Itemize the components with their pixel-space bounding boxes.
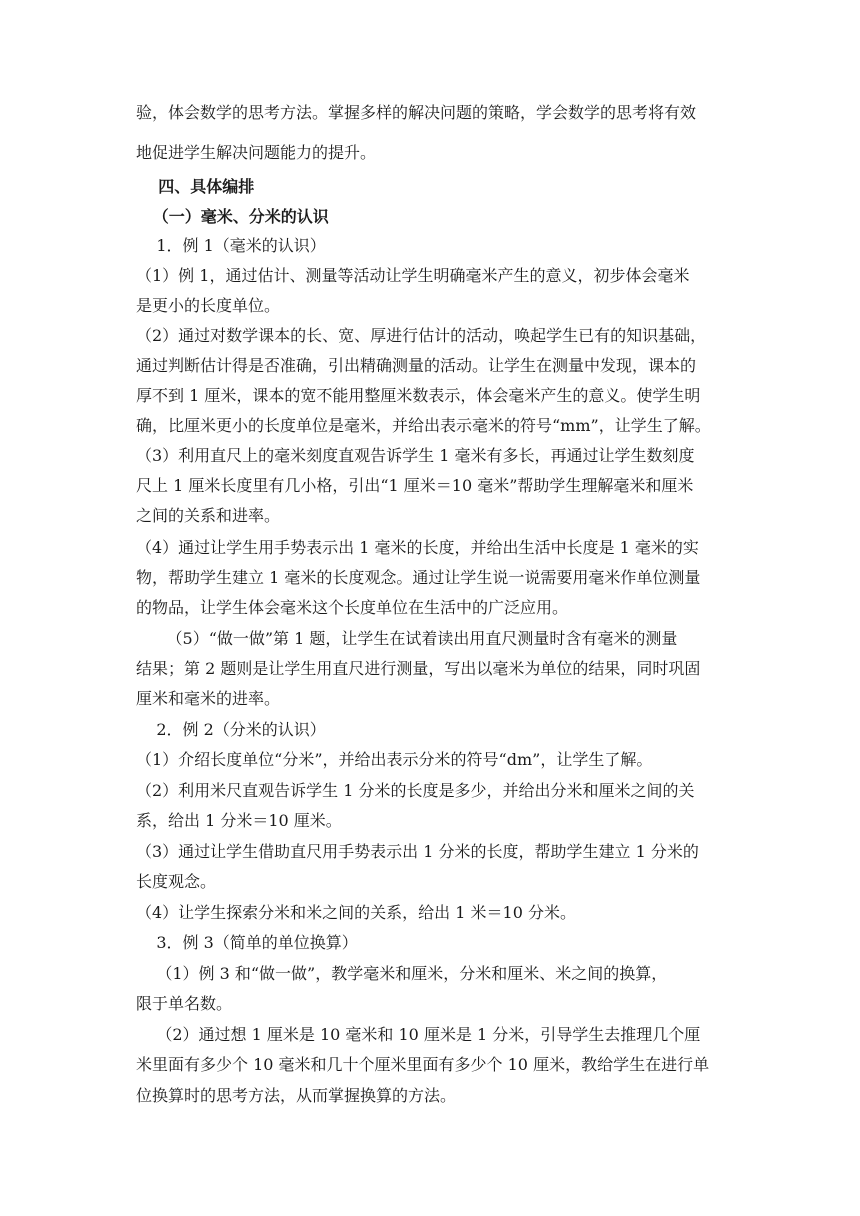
paragraph-line: 的物品，让学生体会毫米这个长度单位在生活中的广泛应用。 — [136, 598, 569, 617]
paragraph-line: 位换算时的思考方法，从而掌握换算的方法。 — [136, 1086, 457, 1105]
paragraph-line: 尺上 1 厘米长度里有几小格，引出“1 厘米＝10 毫米”帮助学生理解毫米和厘米 — [136, 476, 694, 495]
paragraph-line: 米里面有多少个 10 毫米和几十个厘米里面有多少个 10 厘米，教给学生在进行单 — [136, 1055, 710, 1074]
subsection-heading: （一）毫米、分米的认识 — [136, 207, 329, 226]
paragraph-line: 结果；第 2 题则是让学生用直尺进行测量，写出以毫米为单位的结果，同时巩固 — [136, 659, 701, 678]
item-heading: 3．例 3（简单的单位换算） — [136, 933, 358, 952]
paragraph-line: 系，给出 1 分米＝10 厘米。 — [136, 811, 342, 830]
section-heading: 四、具体编排 — [136, 177, 255, 196]
paragraph-line: 限于单名数。 — [136, 994, 233, 1013]
paragraph-line: 长度观念。 — [136, 872, 217, 891]
paragraph-line: 厚不到 1 厘米，课本的宽不能用整厘米数表示，体会毫米产生的意义。使学生明 — [136, 386, 701, 405]
paragraph-line: （2）通过对数学课本的长、宽、厚进行估计的活动，唤起学生已有的知识基础， — [136, 326, 707, 345]
paragraph-line: （1）介绍长度单位“分米”，并给出表示分米的符号“dm”，让学生了解。 — [136, 750, 653, 769]
item-heading: 2．例 2（分米的认识） — [136, 720, 326, 739]
item-heading: 1．例 1（毫米的认识） — [136, 236, 326, 255]
paragraph-line: （3）通过让学生借助直尺用手势表示出 1 分米的长度，帮助学生建立 1 分米的 — [136, 842, 699, 861]
paragraph-line: （5）“做一做”第 1 题，让学生在试着读出用直尺测量时含有毫米的测量 — [136, 629, 678, 648]
paragraph-line: 厘米和毫米的进率。 — [136, 689, 281, 708]
paragraph-line: （1）例 1，通过估计、测量等活动让学生明确毫米产生的意义，初步体会毫米 — [136, 266, 690, 285]
paragraph-line: 是更小的长度单位。 — [136, 296, 281, 315]
paragraph-line: （2）利用米尺直观告诉学生 1 分米的长度是多少，并给出分米和厘米之间的关 — [136, 781, 695, 800]
paragraph-line: （4）让学生探索分米和米之间的关系，给出 1 米＝10 分米。 — [136, 903, 576, 922]
paragraph-line: 地促进学生解决问题能力的提升。 — [136, 143, 377, 162]
paragraph-line: 物，帮助学生建立 1 毫米的长度观念。通过让学生说一说需要用毫米作单位测量 — [136, 568, 701, 587]
paragraph-line: （3）利用直尺上的毫米刻度直观告诉学生 1 毫米有多长，再通过让学生数刻度 — [136, 446, 695, 465]
paragraph-line: 通过判断估计得是否准确，引出精确测量的活动。让学生在测量中发现，课本的 — [136, 356, 697, 375]
paragraph-line: 之间的关系和进率。 — [136, 506, 281, 525]
paragraph-line: 验，体会数学的思考方法。掌握多样的解决问题的策略，学会数学的思考将有效 — [136, 103, 697, 122]
paragraph-line: （4）通过让学生用手势表示出 1 毫米的长度，并给出生活中长度是 1 毫米的实 — [136, 538, 699, 557]
paragraph-line: 确，比厘米更小的长度单位是毫米，并给出表示毫米的符号“mm”，让学生了解。 — [136, 416, 711, 435]
paragraph-line: （2）通过想 1 厘米是 10 毫米和 10 厘米是 1 分米，引导学生去推理几个厘 — [136, 1025, 701, 1044]
paragraph-line: （1）例 3 和“做一做”，教学毫米和厘米，分米和厘米、米之间的换算， — [136, 964, 668, 983]
